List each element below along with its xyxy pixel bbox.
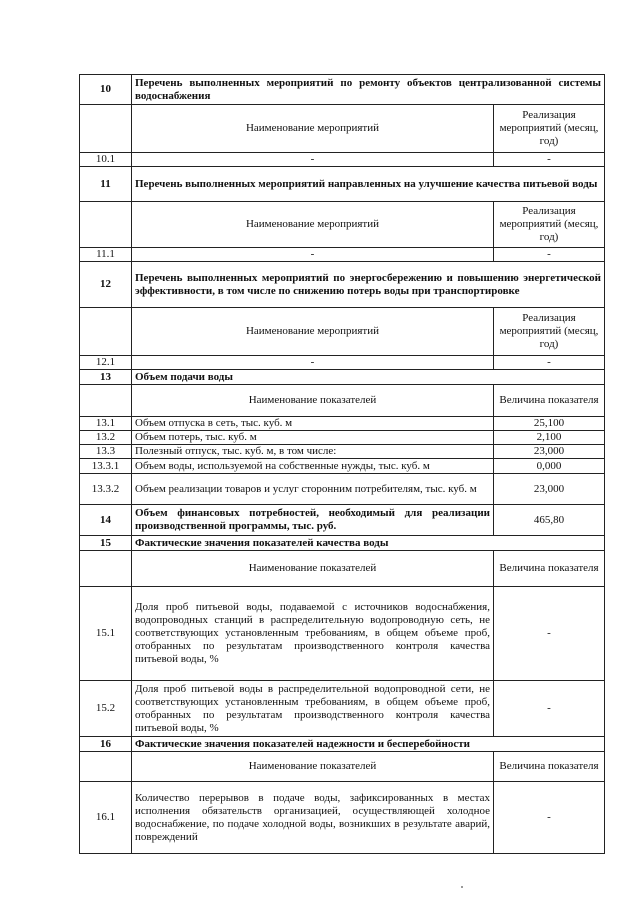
row-implementation: - (494, 356, 605, 370)
column-header-name: Наименование показателей (132, 385, 494, 417)
section-number: 14 (80, 505, 132, 536)
row-name: Доля проб питьевой воды в распределительной водопроводной сети, не соответствующих установленным требованиям, в общем объеме проб, отобранных по результатам производственного контроля качества питьевой воды, % (132, 681, 494, 737)
table-row (80, 681, 605, 737)
table-header-row (80, 385, 605, 417)
table-row (80, 782, 605, 854)
row-value: 25,100 (494, 417, 605, 431)
row-value: 23,000 (494, 445, 605, 459)
row-number: 13.3.1 (80, 459, 132, 474)
section-title: Объем подачи воды (132, 370, 605, 385)
table-header-row (80, 551, 605, 587)
column-header-implementation: Реализация мероприятий (месяц, год) (494, 105, 605, 153)
scan-speck (461, 886, 463, 888)
section-title: Фактические значения показателей качества воды (132, 536, 605, 551)
column-header-name: Наименование мероприятий (132, 105, 494, 153)
empty-cell (80, 752, 132, 782)
row-name: - (132, 248, 494, 262)
row-implementation: - (494, 153, 605, 167)
row-name: - (132, 153, 494, 167)
row-value: 23,000 (494, 474, 605, 505)
section-number: 11 (80, 167, 132, 202)
row-name: Полезный отпуск, тыс. куб. м, в том числе: (132, 445, 494, 459)
indicators-table (79, 74, 605, 854)
row-name: Объем отпуска в сеть, тыс. куб. м (132, 417, 494, 431)
table-row (80, 153, 605, 167)
row-name: Количество перерывов в подаче воды, зафиксированных в местах исполнения обязательств организацией, осуществляющей холодное водоснабжение, по подаче холодной воды, возникших в результате аварий, повреждений (132, 782, 494, 854)
column-header-name: Наименование показателей (132, 752, 494, 782)
row-value: 2,100 (494, 431, 605, 445)
table-row (80, 356, 605, 370)
section-row (80, 75, 605, 105)
table-row (80, 431, 605, 445)
section-number: 16 (80, 737, 132, 752)
row-number: 13.1 (80, 417, 132, 431)
column-header-name: Наименование показателей (132, 551, 494, 587)
row-number: 10.1 (80, 153, 132, 167)
section-title: Фактические значения показателей надежности и бесперебойности (132, 737, 605, 752)
section-title: Перечень выполненных мероприятий направленных на улучшение качества питьевой воды (132, 167, 605, 202)
table-header-row (80, 105, 605, 153)
section-title: Перечень выполненных мероприятий по ремонту объектов централизованной системы водоснабжения (132, 75, 605, 105)
row-number: 15.2 (80, 681, 132, 737)
row-number: 13.3 (80, 445, 132, 459)
empty-cell (80, 202, 132, 248)
row-name: Объем потерь, тыс. куб. м (132, 431, 494, 445)
row-number: 13.2 (80, 431, 132, 445)
section-number: 13 (80, 370, 132, 385)
table-header-row (80, 752, 605, 782)
row-number: 15.1 (80, 587, 132, 681)
section-row (80, 370, 605, 385)
section-number: 10 (80, 75, 132, 105)
empty-cell (80, 385, 132, 417)
row-value: - (494, 587, 605, 681)
row-name: - (132, 356, 494, 370)
table-header-row (80, 308, 605, 356)
column-header-name: Наименование мероприятий (132, 308, 494, 356)
section-row (80, 167, 605, 202)
column-header-implementation: Реализация мероприятий (месяц, год) (494, 308, 605, 356)
empty-cell (80, 105, 132, 153)
row-number: 16.1 (80, 782, 132, 854)
column-header-value: Величина показателя (494, 752, 605, 782)
row-implementation: - (494, 248, 605, 262)
empty-cell (80, 551, 132, 587)
row-name: Объем реализации товаров и услуг сторонним потребителям, тыс. куб. м (132, 474, 494, 505)
section-title: Объем финансовых потребностей, необходимый для реализации производственной программы, тыс. руб. (132, 505, 494, 536)
table-row (80, 417, 605, 431)
row-value: 0,000 (494, 459, 605, 474)
table-row (80, 459, 605, 474)
table-row (80, 587, 605, 681)
section-number: 12 (80, 262, 132, 308)
row-number: 12.1 (80, 356, 132, 370)
empty-cell (80, 308, 132, 356)
row-number: 11.1 (80, 248, 132, 262)
table-header-row (80, 202, 605, 248)
row-name: Объем воды, используемой на собственные нужды, тыс. куб. м (132, 459, 494, 474)
section-row (80, 505, 605, 536)
section-row (80, 536, 605, 551)
column-header-name: Наименование мероприятий (132, 202, 494, 248)
row-value: - (494, 681, 605, 737)
row-name: Доля проб питьевой воды, подаваемой с источников водоснабжения, водопроводных станций в распределительную водопроводную сеть, не соответствующих установленным требованиям, в общем объеме проб, отобранных по результатам производственного контроля качества питьевой воды, % (132, 587, 494, 681)
column-header-implementation: Реализация мероприятий (месяц, год) (494, 202, 605, 248)
table-row (80, 474, 605, 505)
section-row (80, 737, 605, 752)
column-header-value: Величина показателя (494, 551, 605, 587)
section-title: Перечень выполненных мероприятий по энергосбережению и повышению энергетической эффективности, в том числе по снижению потерь воды при транспортировке (132, 262, 605, 308)
row-value: 465,80 (494, 505, 605, 536)
row-number: 13.3.2 (80, 474, 132, 505)
section-row (80, 262, 605, 308)
column-header-value: Величина показателя (494, 385, 605, 417)
section-number: 15 (80, 536, 132, 551)
table-row (80, 445, 605, 459)
row-value: - (494, 782, 605, 854)
table-row (80, 248, 605, 262)
